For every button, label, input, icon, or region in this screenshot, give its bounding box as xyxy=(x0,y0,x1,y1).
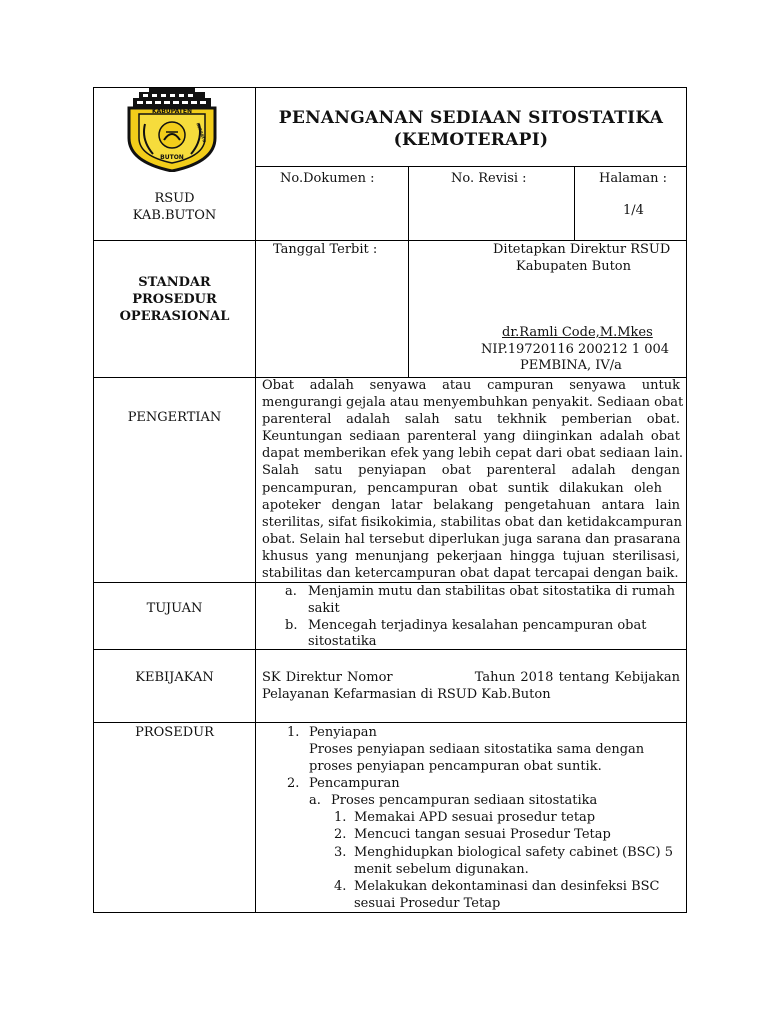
substep-a-marker: a. xyxy=(309,793,321,808)
revision-label: No. Revisi : xyxy=(451,171,527,186)
pengertian-paragraph xyxy=(262,377,684,582)
step2-marker: 2. xyxy=(287,776,300,791)
pengertian-line: stabilitas dan ketercampuran obat dapat tercapai dengan baik. xyxy=(262,566,679,582)
sub-item-3-line2: menit sebelum digunakan. xyxy=(354,862,529,877)
logo-text-bersatu: BERSATU xyxy=(195,122,208,143)
doc-cell-divider xyxy=(408,166,409,241)
pengertian-line: obat. Selain hal tersebut diperlukan juga sarana dan prasarana xyxy=(262,531,681,547)
pengertian-line: mengurangi gejala atau menyembuhkan penyakit. Sediaan obat xyxy=(262,395,684,411)
pengertian-line: Salah satu penyiapan obat parenteral adalah dengan xyxy=(262,463,680,479)
pengertian-line: dapat memberikan efek yang lebih cepat dari obat sediaan lain. xyxy=(262,446,683,462)
step1-marker: 1. xyxy=(287,725,300,740)
sop-label-line1: STANDAR xyxy=(138,275,211,290)
pengertian-line: pencampuran, pencampuran obat suntik dilakukan oleh xyxy=(262,480,662,496)
step1-title: Penyiapan xyxy=(309,725,377,740)
column-divider xyxy=(255,87,256,913)
doc-number-label: No.Dokumen : xyxy=(280,171,375,186)
tujuan-item-a-line2: sakit xyxy=(308,601,340,616)
step2-title: Pencampuran xyxy=(309,776,400,791)
page-value: 1/4 xyxy=(623,203,644,218)
pengertian-line: apoteker dengan latar belakang pengetahuan antara lain xyxy=(262,497,680,513)
substep-a-title: Proses pencampuran sediaan sitostatika xyxy=(331,793,598,808)
org-name-line1: RSUD xyxy=(154,191,195,206)
pengertian-line: parenteral adalah salah satu tekhnik pemberian obat. xyxy=(262,412,680,428)
sub-item-2-line1: Mencuci tangan sesuai Prosedur Tetap xyxy=(354,827,611,842)
sub-item-4-line1: Melakukan dekontaminasi dan desinfeksi BSC xyxy=(354,879,660,894)
logo-text-kabupaten: KABUPATEN xyxy=(152,108,192,115)
page-label: Halaman : xyxy=(599,171,667,186)
tujuan-item-b-line2: sitostatika xyxy=(308,634,377,649)
step1-line1: Proses penyiapan sediaan sitostatika sama dengan xyxy=(309,742,645,757)
kebijakan-label: KEBIJAKAN xyxy=(135,670,214,685)
tujuan-row-divider xyxy=(93,649,687,650)
document-title-line1: PENANGANAN SEDIAAN SITOSTATIKA xyxy=(278,108,664,128)
kabupaten-buton-logo xyxy=(119,88,225,172)
sub-item-1-marker: 1. xyxy=(334,810,347,825)
pengertian-line: sterilitas, sifat fisikokimia, stabilitas obat dan ketidakcampuran xyxy=(262,514,683,530)
pengertian-label: PENGERTIAN xyxy=(127,410,222,425)
kebijakan-paragraph xyxy=(262,669,680,703)
kebijakan-line2: Pelayanan Kefarmasian di RSUD Kab.Buton xyxy=(262,687,551,703)
tujuan-item-a-marker: a. xyxy=(285,584,297,599)
signer-rank: PEMBINA, IV/a xyxy=(520,358,622,373)
logo-text-buton: BUTON xyxy=(160,154,184,161)
sub-item-4-marker: 4. xyxy=(334,879,347,894)
sub-item-2-marker: 2. xyxy=(334,827,347,842)
tujuan-label: TUJUAN xyxy=(146,601,203,616)
sub-item-4-line2: sesuai Prosedur Tetap xyxy=(354,896,501,911)
title-row-divider xyxy=(255,166,686,167)
kebijakan-row-divider xyxy=(93,722,687,723)
sub-item-3-line1: Menghidupkan biological safety cabinet (BSC) 5 xyxy=(354,845,673,860)
sop-label-line3: OPERASIONAL xyxy=(119,309,230,324)
table-border-right xyxy=(686,87,687,913)
document-title-line2: (KEMOTERAPI) xyxy=(393,130,549,150)
tujuan-item-b-marker: b. xyxy=(285,618,298,633)
sop-label-line2: PROSEDUR xyxy=(132,292,217,307)
pengertian-line: Keuntungan sediaan parenteral yang diinginkan adalah obat xyxy=(262,429,680,445)
org-name-line2: KAB.BUTON xyxy=(132,208,217,223)
pengertian-line: khusus yang menunjang pekerjaan hingga tujuan sterilisasi, xyxy=(262,548,680,564)
revision-cell-divider xyxy=(574,166,575,241)
tujuan-item-b-line1: Mencegah terjadinya kesalahan pencampuran obat xyxy=(308,618,647,633)
approval-line2: Kabupaten Buton xyxy=(516,259,632,274)
sub-item-1-line1: Memakai APD sesuai prosedur tetap xyxy=(354,810,596,825)
approval-line1: Ditetapkan Direktur RSUD xyxy=(493,242,671,257)
step1-line2: proses penyiapan pencampuran obat suntik. xyxy=(309,759,602,774)
issue-date-label: Tanggal Terbit : xyxy=(273,242,378,257)
date-cell-divider xyxy=(408,240,409,377)
kebijakan-line1: SK Direktur Nomor Tahun 2018 tentang Kebijakan xyxy=(262,670,680,685)
tujuan-item-a-line1: Menjamin mutu dan stabilitas obat sitostatika di rumah xyxy=(308,584,675,599)
pengertian-line: Obat adalah senyawa atau campuran senyawa untuk xyxy=(262,378,680,393)
signer-nip: NIP.19720116 200212 1 004 xyxy=(481,342,670,357)
signer-name: dr.Ramli Code,M.Mkes xyxy=(502,325,653,340)
prosedur-label: PROSEDUR xyxy=(135,725,214,740)
sub-item-3-marker: 3. xyxy=(334,845,347,860)
table-border-bottom xyxy=(93,912,687,913)
